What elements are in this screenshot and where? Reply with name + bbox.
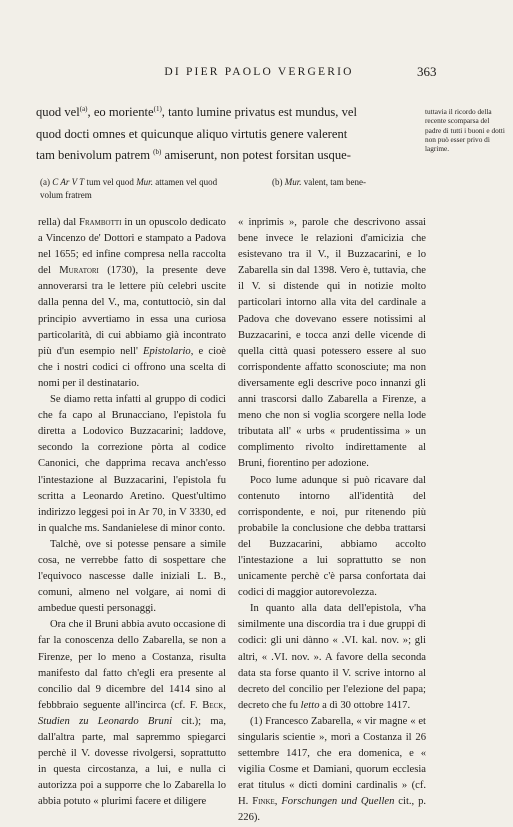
latin-line-2: quod docti omnes et quicunque aliquo virtutis genere valerent — [36, 126, 348, 141]
commentary-left-column — [38, 215, 226, 810]
latin-line-3: tam benivolum patrem $^{(b)}$ amiserunt, non potest forsitan usque- — [36, 147, 351, 162]
left-paragraph-2: Se diamo retta infatti al gruppo di codici che fa capo al Brunacciano, l'epistola fu diretta a Lodovico Buzzacarini; laddove, secondo la correzione pòrta al codice Canonici, che dapprima recava anch'esso l'intestazione al Buzzacarini, l'epistola fu scritta a Leonardo Aretino. Quest'ultimo indirizzo leggesi poi in Ar 70, in V 3330, ed in qualche ms. Sandanielese di minor conto. — [38, 394, 226, 534]
right-paragraph-2: Poco lume adunque si può ricavare dal contenuto intorno all'identità del corrispondente, e noi, pur ritenendo più probabile la conclusione che debba trattarsi del Buzzacarini, abbiamo accolto l'intestazione a lui soprattutto se non unicamente perchè c'è parsa confortata dai codici di maggior autorevolezza. — [238, 474, 426, 599]
latin-text-block — [36, 102, 420, 167]
footnote-ref-b: (b) — [153, 147, 162, 156]
critical-apparatus — [40, 176, 420, 201]
left-paragraph-4: Ora che il Bruni abbia avuto occasione di far la conoscenza dello Zabarella, se non a Firenze, per lo meno a Costanza, risulta manifesto dal fatto ch'egli era presente al concilio dal 9 dicembre del 1414 sino al febbbraio seguente all'incirca (cf. F. Beck, Studien zu Leonardo Bruni cit.); ma, dall'altra parte, mal sapremmo spiegarci perchè il V. dovesse rivolgersi, soprattutto in questa circostanza, a lui, e nulla ci autorizza poi a supporre che lo Zabarella lo abbia potuto « plurimi facere et diligere — [38, 619, 226, 808]
footnote-ref-1: (1) — [153, 104, 162, 113]
left-paragraph-3: Talchè, ove si potesse pensare a simile cosa, ne verrebbe fatto di sospettare che l'equivoco nascesse dalle iniziali L. B., comuni, almeno nel volgare, ai nomi di ambedue questi personaggi. — [38, 538, 226, 615]
apparatus-note-a-cont: volum fratrem — [40, 189, 92, 200]
running-header: DI PIER PAOLO VERGERIO — [164, 66, 354, 78]
right-paragraph-3: In quanto alla data dell'epistola, v'ha similmente una discordia tra i due gruppi di codici: gli uni dànno « .VI. kal. nov. »; gli altri, « .VI. nov. ». A favore della seconda data sta forse quanto il V. scrive intorno al decreto del concilio per l'elezione del papa; decreto che fu letto a dì 30 ottobre 1417. — [238, 603, 426, 711]
apparatus-note-a: (a) C Ar V T tum vel quod Mur. attamen vel quod — [40, 177, 218, 187]
footnote-1: (1) Francesco Zabarella, « vir magne « et singularis scientie », morì a Costanza il 26 settembre 1417, che era domenica, e « vigilia Cosme et Damiani, quorum ecclesia erat titulus « dicti domini cardinalis » (cf. H. Finke, Forschungen und Quellen cit., p. 226). — [238, 715, 427, 824]
footnote-ref-a: (a) — [79, 104, 88, 113]
page-number: 363 — [417, 64, 437, 79]
apparatus-note-b: (b) Mur. valent, tam bene- — [272, 177, 366, 187]
latin-line-1: quod vel$^{(a)}$, eo moriente$^{(1)}$, tanto lumine privatus est mundus, vel — [36, 104, 357, 119]
marginal-gloss: tuttavia il ricordo della recente scomparsa del padre di tutti i buoni e dotti non può esser privo di lagrime. — [425, 107, 505, 154]
commentary-right-column — [238, 215, 426, 827]
left-paragraph-1: rella) dal Frambotti in un opuscolo dedicato a Vincenzo de' Dottori e stampato a Padova nel 1655; ed infine compresa nella raccolta del Muratori (1730), la presente deve annoverarsi tra le lettere più celebri uscite dalla penna del V., ma, contuttociò, sin dal principio avvertiamo in essa una curiosa particolarità, di cui abbiamo già incontrato più d'un esempio nell' Epistolario, e cioè che i nostri codici ci offrono una scelta di nomi per il destinatario. — [38, 217, 227, 389]
right-paragraph-1: « inprimis », parole che descrivono assai bene invece le relazioni d'amicizia che esistevano tra il V., il Buzzacarini, e lo Zabarella sin dal 1398. Vero è, tuttavia, che il V. si distende qui in notizie molto particolari intorno alla vita del cardinale a Padova che dovevano essere notissimi al Buzzacarini, e tocca anzi delle vicende di quella città quasi potessero essere al suo corrispondente affatto sconosciute; ma non diversamente egli descrive poco innanzi gli anni trascorsi dallo Zabarella a Firenze, a meno che non si voglia scorgere nella lode tributata all' « urbs « prudentissima » un complimento rivolto indirettamente al Bruni, fiorentino per adozione. — [238, 217, 426, 470]
